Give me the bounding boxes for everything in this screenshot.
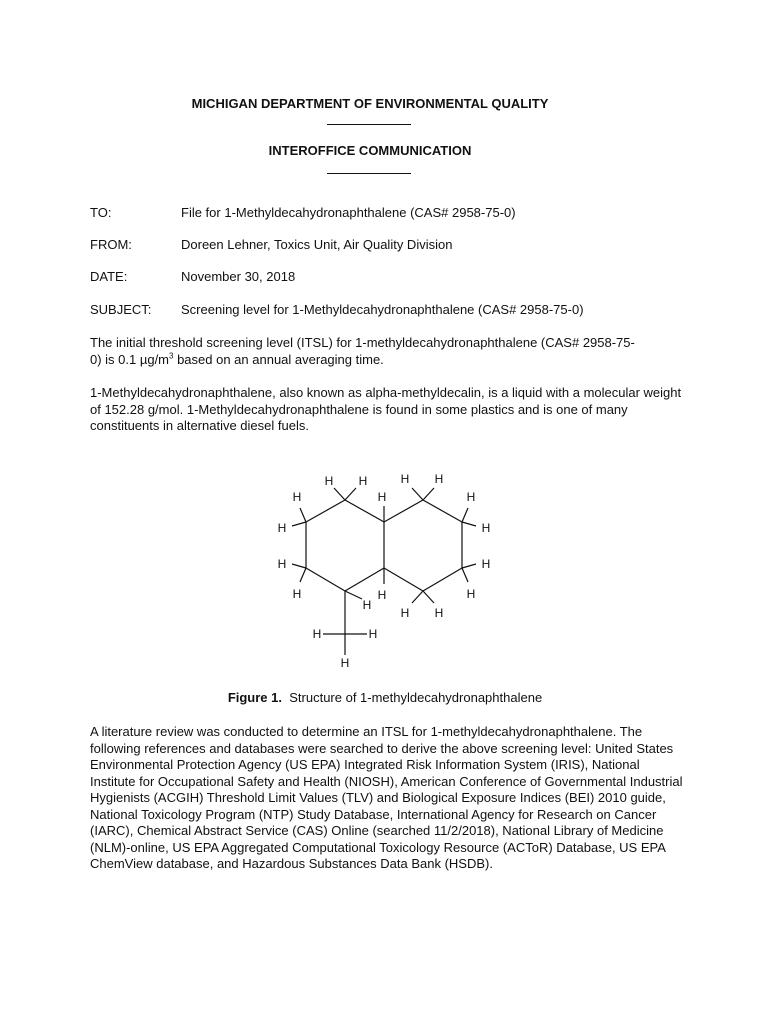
figure-caption — [0, 690, 770, 706]
itsl-paragraph — [90, 335, 690, 368]
unit-superscript: 3 — [169, 351, 174, 361]
bond-line — [292, 522, 306, 526]
itsl-line-2a: 0) is 0.1 µg/m — [90, 351, 170, 367]
memo-subject-value: Screening level for 1-Methyldecahydronaphthalene (CAS# 2958-75-0) — [181, 302, 584, 317]
substance-description-paragraph: 1-Methyldecahydronaphthalene, also known as alpha-methyldecalin, is a liquid with a molecular weight of 152.28 g/mol. 1-Methyldecahydronaphthalene is found in some plastics and is one of many constituents in alternative diesel fuels. — [90, 385, 682, 433]
memo-date-label: DATE: — [90, 269, 128, 284]
memo-to-value: File for 1-Methyldecahydronaphthalene (CAS# 2958-75-0) — [181, 205, 516, 220]
bond-line — [345, 591, 362, 599]
literature-review-paragraph: A literature review was conducted to determine an ITSL for 1-methyldecahydronaphthalene. The following references and databases were searched to derive the above screening level: United States Environmental Protection Agency (US EPA) Integrated Risk Information System (IRIS), National Institute for Occupational Safety and Health (NIOSH), American Conference of Governmental Industrial Hygienists (ACGIH) Threshold Limit Values (TLV) and Biological Exposure Indices (BEI) 2010 guide, National Toxicology Program (NTP) Study Database, International Agency for Research on Cancer (IARC), Chemical Abstract Service (CAS) Online (searched 11/2/2018), National Library of Medicine (NLM)-online, US EPA Aggregated Computational Toxicology Resource (ACToR) Database, US EPA ChemView database, and Hazardous Substances Data Bank (HSDB). — [90, 724, 683, 871]
hydrogen-atom-label: H — [400, 606, 410, 620]
bond-line — [292, 564, 306, 568]
heading-divider — [327, 124, 411, 125]
hydrogen-atom-label: H — [377, 588, 387, 602]
hydrogen-atom-label: H — [277, 521, 287, 535]
bond-line — [462, 522, 476, 526]
bond-line — [423, 488, 434, 500]
figure-caption-label: Figure 1. — [227, 690, 282, 705]
bond-line — [345, 488, 356, 500]
bond-line — [384, 500, 423, 522]
figure-caption-text: Structure of 1-methyldecahydronaphthalene — [289, 690, 543, 705]
document-type-heading: INTEROFFICE COMMUNICATION — [268, 143, 472, 158]
hydrogen-atom-label: H — [362, 598, 372, 612]
itsl-line-2b: based on an annual averaging time. — [173, 351, 384, 367]
bond-line — [300, 508, 306, 522]
hydrogen-atom-label: H — [466, 490, 476, 504]
itsl-line-1: The initial threshold screening level (ITSL) for 1-methyldecahydronaphthalene (CAS# 2958-75- — [90, 335, 635, 350]
bond-line — [334, 488, 345, 500]
bond-line — [462, 568, 468, 582]
hydrogen-atom-label: H — [292, 587, 302, 601]
hydrogen-atom-label: H — [277, 557, 287, 571]
bond-line — [300, 568, 306, 582]
bond-line — [423, 591, 434, 603]
bond-line — [423, 500, 462, 522]
hydrogen-atom-label: H — [377, 490, 387, 504]
bond-line — [306, 500, 345, 522]
bond-line — [306, 568, 345, 591]
memo-to-label: TO: — [90, 205, 112, 220]
heading-divider — [327, 173, 411, 174]
bond-line — [384, 568, 423, 591]
molecule-structure-figure — [260, 460, 510, 675]
memo-from-value: Doreen Lehner, Toxics Unit, Air Quality Division — [181, 237, 453, 252]
bond-line — [412, 488, 423, 500]
bond-line — [412, 591, 423, 603]
hydrogen-atom-label: H — [481, 557, 491, 571]
bond-line — [462, 508, 468, 522]
agency-heading: MICHIGAN DEPARTMENT OF ENVIRONMENTAL QUALITY — [191, 96, 549, 111]
hydrogen-atom-label: H — [434, 606, 444, 620]
hydrogen-atom-label: H — [324, 474, 334, 488]
hydrogen-atom-label: H — [434, 472, 444, 486]
memo-subject-label: SUBJECT: — [90, 302, 152, 317]
hydrogen-atom-label: H — [312, 627, 322, 641]
bond-line — [462, 564, 476, 568]
hydrogen-atom-label: H — [340, 656, 350, 670]
hydrogen-atom-label: H — [400, 472, 410, 486]
hydrogen-atom-label: H — [358, 474, 368, 488]
bond-line — [423, 568, 462, 591]
memo-from-label: FROM: — [90, 237, 132, 252]
hydrogen-atom-label: H — [466, 587, 476, 601]
hydrogen-atom-label: H — [292, 490, 302, 504]
hydrogen-atom-label: H — [368, 627, 378, 641]
hydrogen-atom-label: H — [481, 521, 491, 535]
memo-date-value: November 30, 2018 — [181, 269, 296, 284]
